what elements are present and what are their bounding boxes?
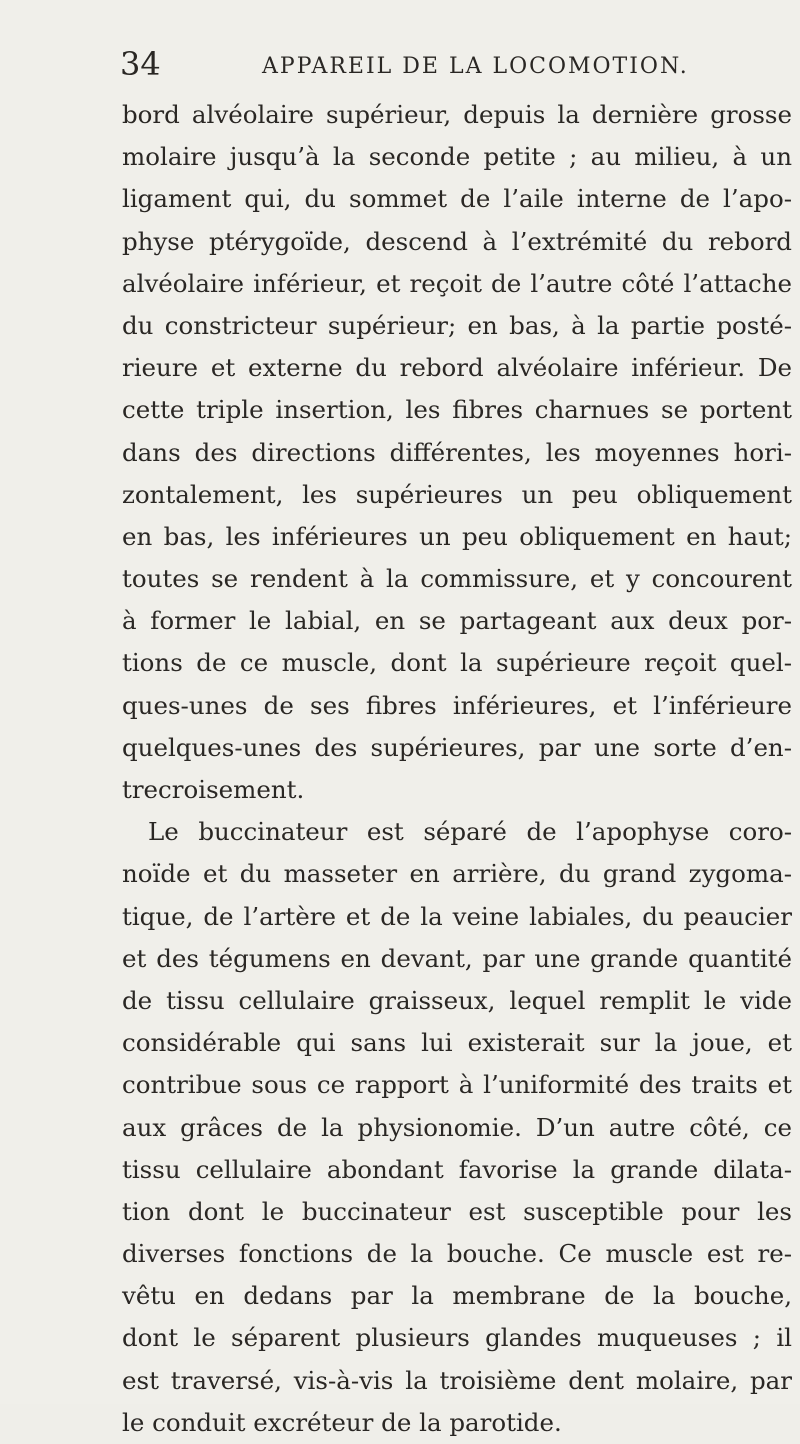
text-line: dans des directions différentes, les moyennes hori-	[122, 437, 792, 467]
text-line: tique, de l’artère et de la veine labiales, du peaucier	[122, 901, 792, 931]
text-line: toutes se rendent à la commissure, et y concourent	[122, 564, 792, 594]
text-line: rieure et externe du rebord alvéolaire inférieur. De	[122, 353, 792, 383]
text-line: quelques-unes des supérieures, par une sorte d’en-	[122, 732, 792, 762]
text-line: ques-unes de ses fibres inférieures, et l’inférieure	[122, 690, 792, 720]
text-line: et des tégumens en devant, par une grande quantité	[122, 943, 792, 973]
paragraph-end-line: le conduit excréteur de la parotide.	[122, 1407, 562, 1437]
body-text	[122, 94, 792, 1444]
text-line: tions de ce muscle, dont la supérieure reçoit quel-	[122, 648, 792, 678]
text-line: physe ptérygoïde, descend à l’extrémité du rebord	[122, 226, 792, 256]
text-line: noïde et du masseter en arrière, du grand zygoma-	[122, 859, 792, 889]
paragraph-start-line: Le buccinateur est séparé de l’apophyse coro-	[148, 817, 792, 847]
text-line: zontalement, les supérieures un peu obliquement	[122, 479, 792, 509]
text-line: molaire jusqu’à la seconde petite ; au milieu, à un	[122, 142, 792, 172]
text-line: à former le labial, en se partageant aux deux por-	[122, 606, 792, 636]
text-line: considérable qui sans lui existerait sur la joue, et	[122, 1028, 792, 1058]
text-line: cette triple insertion, les fibres charnues se portent	[122, 395, 792, 425]
text-line: est traversé, vis-à-vis la troisième dent molaire, par	[122, 1365, 792, 1395]
text-line: en bas, les inférieures un peu obliquement en haut;	[122, 521, 792, 551]
text-line: dont le séparent plusieurs glandes muqueuses ; il	[122, 1323, 792, 1353]
page-header	[120, 44, 780, 84]
text-line: du constricteur supérieur; en bas, à la partie posté-	[122, 310, 792, 340]
text-line: ligament qui, du sommet de l’aile interne de l’apo-	[122, 184, 792, 214]
text-line: aux grâces de la physionomie. D’un autre côté, ce	[122, 1112, 792, 1142]
text-line: de tissu cellulaire graisseux, lequel remplit le vide	[122, 985, 792, 1015]
running-head: APPAREIL DE LA LOCOMOTION.	[262, 54, 689, 79]
text-line: diverses fonctions de la bouche. Ce muscle est re-	[122, 1239, 792, 1269]
text-line: contribue sous ce rapport à l’uniformité des traits et	[122, 1070, 792, 1100]
text-line: vêtu en dedans par la membrane de la bouche,	[122, 1281, 792, 1311]
text-line: alvéolaire inférieur, et reçoit de l’autre côté l’attache	[122, 268, 792, 298]
paragraph-end-line: trecroisement.	[122, 775, 305, 804]
page-number: 34	[120, 45, 161, 83]
text-line: tissu cellulaire abondant favorise la grande dilata-	[122, 1154, 792, 1184]
text-line: tion dont le buccinateur est susceptible pour les	[122, 1196, 792, 1226]
text-line: bord alvéolaire supérieur, depuis la dernière grosse	[122, 100, 792, 129]
